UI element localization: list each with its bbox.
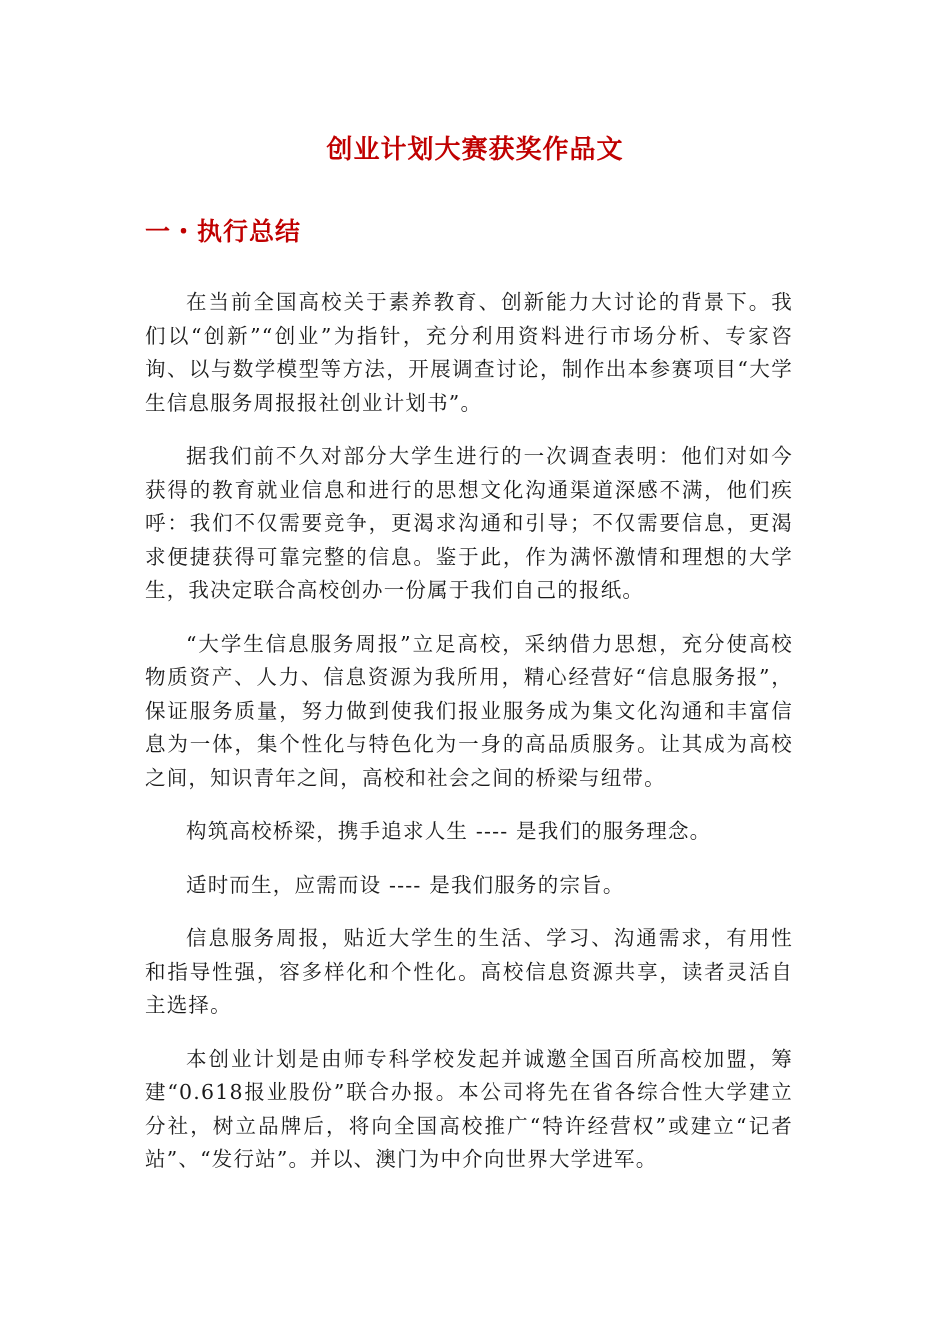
document-title: 创业计划大赛获奖作品文 xyxy=(326,135,624,165)
paragraph-4: 构筑高校桥梁，携手追求人生 ---- 是我们的服务理念。 xyxy=(186,819,712,843)
document-body xyxy=(145,286,793,1197)
paragraph-7: 本创业计划是由师专科学校发起并诚邀全国百所高校加盟，筹建“0.618报业股份”联合办报。本公司将先在省各综合性大学建立分社，树立品牌后，将向全国高校推广“特许经营权”或建立“记者站”、“发行站”。并以、澳门为中介向世界大学进军。 xyxy=(145,1046,793,1171)
paragraph-5: 适时而生，应需而设 ---- 是我们服务的宗旨。 xyxy=(186,872,625,897)
paragraph-2: 据我们前不久对部分大学生进行的一次调查表明：他们对如今获得的教育就业信息和进行的思想文化沟通渠道深感不满，他们疾呼：我们不仅需要竞争，更渴求沟通和引导；不仅需要信息，更渴求便捷获得可靠完整的信息。鉴于此，作为满怀激情和理想的大学生，我决定联合高校创办一份属于我们自己的报纸。 xyxy=(145,444,793,602)
paragraph-6: 信息服务周报，贴近大学生的生活、学习、沟通需求，有用性和指导性强，容多样化和个性化。高校信息资源共享，读者灵活自主选择。 xyxy=(145,926,793,1017)
paragraph-1: 在当前全国高校关于素养教育、创新能力大讨论的背景下。我们以“创新”“创业”为指针，充分利用资料进行市场分析、专家咨询、以与数学模型等方法，开展调查讨论，制作出本参赛项目“大学生信息服务周报报社创业计划书”。 xyxy=(145,290,793,415)
paragraph-3: “大学生信息服务周报”立足高校，采纳借力思想，充分使高校物质资产、人力、信息资源为我所用，精心经营好“信息服务报”，保证服务质量，努力做到使我们报业服务成为集文化沟通和丰富信息为一体，集个性化与特色化为一身的高品质服务。让其成为高校之间，知识青年之间，高校和社会之间的桥梁与纽带。 xyxy=(145,631,793,790)
section-heading: 一・执行总结 xyxy=(145,217,302,246)
